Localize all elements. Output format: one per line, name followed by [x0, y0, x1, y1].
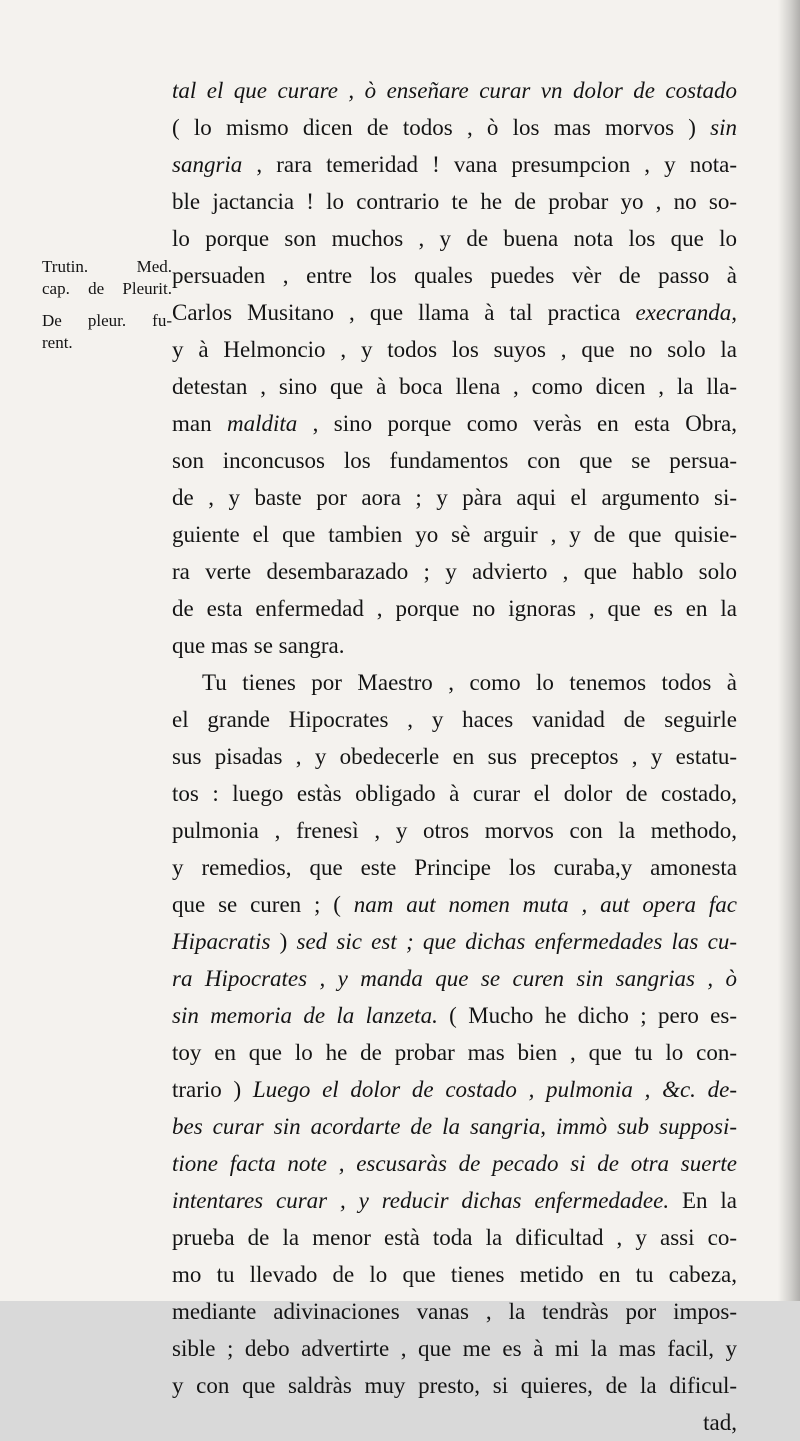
text-segment: de , y baste por aora ; y pàra aqui el argumento si-	[172, 485, 737, 510]
italic-text-segment: sed sic est ; que dichas enfermedades las cu-	[296, 929, 737, 954]
text-segment: toy en que lo he de probar mas bien , que tu lo con-	[172, 1040, 737, 1065]
text-line	[172, 72, 737, 109]
text-line	[172, 812, 737, 849]
text-segment: )	[270, 929, 297, 954]
text-line	[172, 590, 737, 627]
text-segment: ra verte desembarazado ; y advierto , que hablo solo	[172, 559, 737, 584]
text-segment: mediante adivinaciones vanas , la tendràs por impos-	[172, 1299, 737, 1324]
italic-text-segment: ra Hipocrates , y manda que se curen sin sangrias , ò	[172, 966, 737, 991]
italic-text-segment: bes curar sin acordarte de la sangria, immò sub supposi-	[172, 1114, 737, 1139]
text-line	[172, 997, 737, 1034]
text-line	[172, 960, 737, 997]
text-segment: y remedios, que este Principe los curaba,y amonesta	[172, 855, 737, 880]
text-line	[172, 109, 737, 146]
text-line	[172, 1182, 737, 1219]
text-segment: detestan , sino que à boca llena , como dicen , la lla-	[172, 374, 737, 399]
text-line	[172, 1256, 737, 1293]
text-line	[172, 220, 737, 257]
text-segment: sus pisadas , y obedecerle en sus preceptos , y estatu-	[172, 744, 737, 769]
text-line	[172, 183, 737, 220]
text-segment: Tu tienes por Maestro , como lo tenemos todos à	[202, 670, 737, 695]
text-segment: persuaden , entre los quales puedes vèr de passo à	[172, 263, 737, 288]
text-segment: y à Helmoncio , y todos los suyos , que no solo la	[172, 337, 737, 362]
text-line	[172, 368, 737, 405]
text-segment: de esta enfermedad , porque no ignoras , que es en la	[172, 596, 737, 621]
italic-text-segment: sangria	[172, 152, 243, 177]
text-segment: son inconcusos los fundamentos con que se persua-	[172, 448, 737, 473]
text-line	[172, 294, 737, 331]
text-segment: tos : luego estàs obligado à curar el dolor de costado,	[172, 781, 737, 806]
text-line	[172, 1330, 737, 1367]
text-line	[172, 849, 737, 886]
text-segment: ( lo mismo dicen de todos , ò los mas morvos )	[172, 115, 711, 140]
text-segment: , sino porque como veràs en esta Obra,	[297, 411, 737, 436]
text-segment: prueba de la menor està toda la dificultad , y assi co-	[172, 1225, 737, 1250]
text-line	[172, 1108, 737, 1145]
text-line	[172, 553, 737, 590]
text-segment: que se curen ; (	[172, 892, 354, 917]
text-line	[172, 886, 737, 923]
text-segment: , rara temeridad ! vana presumpcion , y nota-	[242, 152, 737, 177]
text-line	[172, 146, 737, 183]
text-line	[172, 257, 737, 294]
margin-notes	[42, 256, 172, 364]
text-segment: Carlos Musitano , que llama à tal practica	[172, 300, 636, 325]
text-line	[172, 1071, 737, 1108]
text-line	[172, 1293, 737, 1330]
text-segment: el grande Hipocrates , y haces vanidad de seguirle	[172, 707, 737, 732]
text-line	[172, 1145, 737, 1182]
text-segment: pulmonia , frenesì , y otros morvos con la methodo,	[172, 818, 737, 843]
italic-text-segment: tione facta note , escusaràs de pecado si de otra suerte	[172, 1151, 737, 1176]
text-line	[172, 405, 737, 442]
italic-text-segment: sin memoria de la lanzeta.	[172, 1003, 438, 1028]
text-line	[172, 627, 737, 664]
text-segment: En la	[669, 1188, 737, 1213]
italic-text-segment: tal el que curare , ò enseñare curar vn dolor de costado	[172, 78, 737, 103]
text-segment: sible ; debo advertirte , que me es à mi la mas facil, y	[172, 1336, 737, 1361]
text-line	[172, 516, 737, 553]
text-segment: que mas se sangra.	[172, 633, 345, 658]
text-line	[172, 701, 737, 738]
italic-text-segment: nam aut nomen muta , aut opera fac	[353, 892, 737, 917]
margin-note	[42, 256, 172, 300]
text-line	[172, 738, 737, 775]
italic-text-segment: sin	[710, 115, 737, 140]
margin-note-line: rent.	[42, 333, 73, 352]
italic-text-segment: execranda,	[635, 300, 737, 325]
margin-note-line: Trutin. Med.	[42, 257, 172, 276]
catchword: tad,	[703, 1410, 737, 1435]
text-line	[172, 775, 737, 812]
text-line	[172, 923, 737, 960]
italic-text-segment: Hipacratis	[172, 929, 271, 954]
text-segment: ( Mucho he dicho ; pero es-	[437, 1003, 738, 1028]
text-line	[172, 331, 737, 368]
text-segment: man	[172, 411, 227, 436]
text-line	[172, 1367, 737, 1404]
italic-text-segment: maldita	[226, 411, 298, 436]
margin-note	[42, 310, 172, 354]
margin-note-line: De pleur. fu-	[42, 311, 172, 330]
text-segment: ble jactancia ! lo contrario te he de probar yo , no so-	[172, 189, 737, 214]
text-line	[172, 664, 737, 701]
body-text	[172, 72, 737, 1441]
text-segment: y con que saldràs muy presto, si quieres, de la dificul-	[172, 1373, 737, 1398]
italic-text-segment: intentares curar , y reducir dichas enfermedadee.	[172, 1188, 670, 1213]
margin-note-line: cap. de Pleurit.	[42, 279, 172, 298]
text-segment: guiente el que tambien yo sè arguir , y de que quisie-	[172, 522, 737, 547]
text-segment: trario )	[172, 1077, 253, 1102]
text-line	[172, 442, 737, 479]
text-segment: lo porque son muchos , y de buena nota los que lo	[172, 226, 737, 251]
text-line	[172, 1034, 737, 1071]
text-segment: mo tu llevado de lo que tienes metido en tu cabeza,	[172, 1262, 737, 1287]
italic-text-segment: Luego el dolor de costado , pulmonia , &c. de-	[252, 1077, 737, 1102]
text-line	[172, 1219, 737, 1256]
text-line	[172, 479, 737, 516]
